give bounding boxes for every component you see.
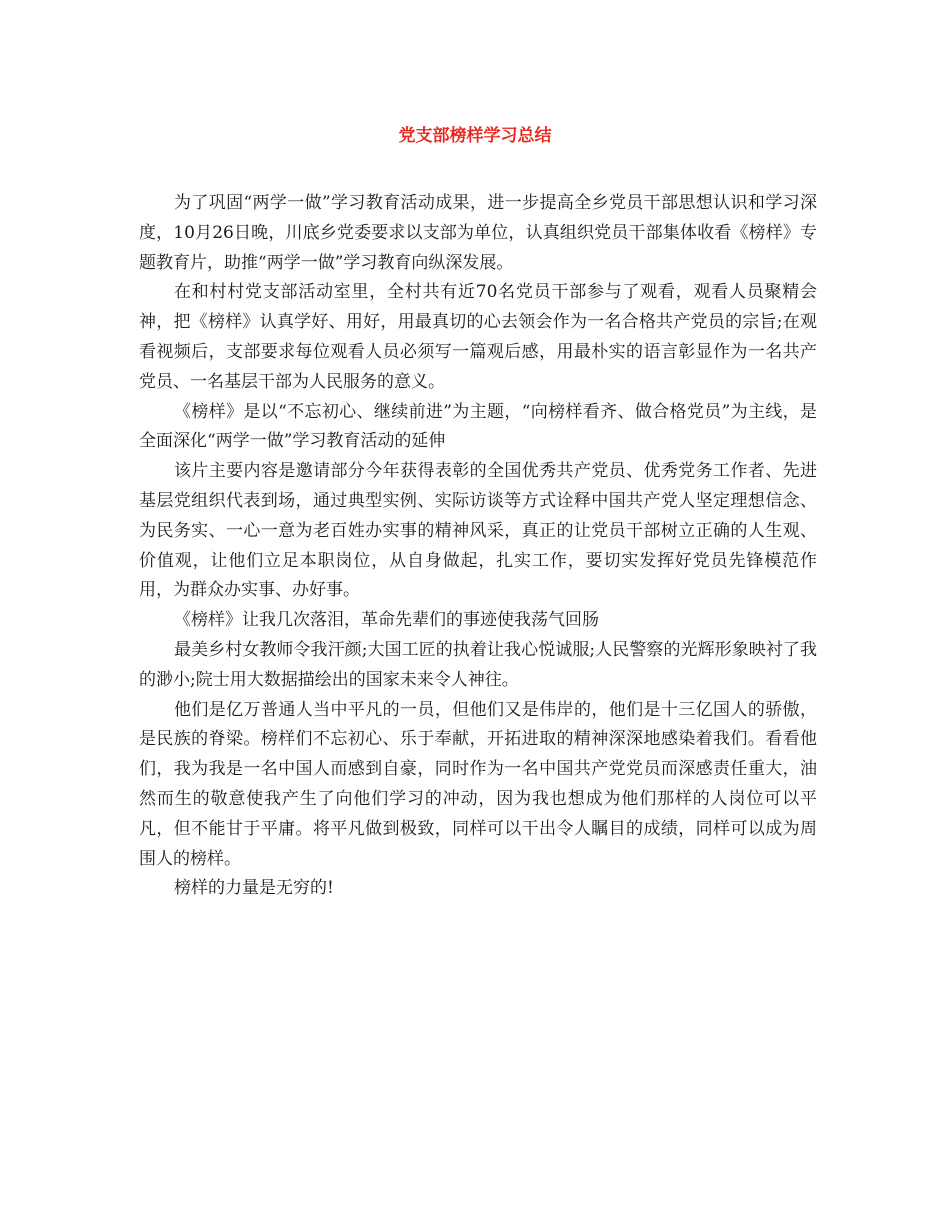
paragraph-3: 《榜样》是以“不忘初心、继续前进”为主题，“向榜样看齐、做合格党员”为主线，是全面深化“两学一做”学习教育活动的延伸 (139, 401, 817, 452)
document-body (139, 189, 817, 904)
paragraph-1: 为了巩固“两学一做”学习教育活动成果，进一步提高全乡党员干部思想认识和学习深度，10月26日晚，川底乡党委要求以支部为单位，认真组织党员干部集体收看《榜样》专题教育片，助推“两学一做”学习教育向纵深发展。 (139, 193, 817, 273)
paragraph-8: 榜样的力量是无穷的! (174, 878, 334, 899)
document-title: 党支部榜样学习总结 (398, 126, 552, 146)
paragraph-4: 该片主要内容是邀请部分今年获得表彰的全国优秀共产党员、优秀党务工作者、先进基层党组织代表到场，通过典型实例、实际访谈等方式诠释中国共产党人坚定理想信念、为民务实、一心一意为老百姓办实事的精神风采，真正的让党员干部树立正确的人生观、价值观，让他们立足本职岗位，从自身做起，扎实工作，要切实发挥好党员先锋模范作用，为群众办实事、办好事。 (139, 461, 817, 601)
paragraph-7: 他们是亿万普通人当中平凡的一员，但他们又是伟岸的，他们是十三亿国人的骄傲，是民族的脊梁。榜样们不忘初心、乐于奉献，开拓进取的精神深深地感染着我们。看看他们，我为我是一名中国人而感到自豪，同时作为一名中国共产党党员而深感责任重大，油然而生的敬意使我产生了向他们学习的冲动，因为我也想成为他们那样的人岗位可以平凡，但不能甘于平庸。将平凡做到极致，同样可以干出令人瞩目的成绩，同样可以成为周围人的榜样。 (139, 699, 817, 869)
paragraph-6: 最美乡村女教师令我汗颜;大国工匠的执着让我心悦诚服;人民警察的光辉形象映衬了我的渺小;院士用大数据描绘出的国家未来令人神往。 (139, 639, 817, 690)
paragraph-2: 在和村村党支部活动室里，全村共有近70名党员干部参与了观看，观看人员聚精会神，把《榜样》认真学好、用好，用最真切的心去领会作为一名合格共产党员的宗旨;在观看视频后，支部要求每位观看人员必须写一篇观后感，用最朴实的语言彰显作为一名共产党员、一名基层干部为人民服务的意义。 (139, 282, 817, 392)
paragraph-5: 《榜样》让我几次落泪，革命先辈们的事迹使我荡气回肠 (174, 610, 599, 631)
